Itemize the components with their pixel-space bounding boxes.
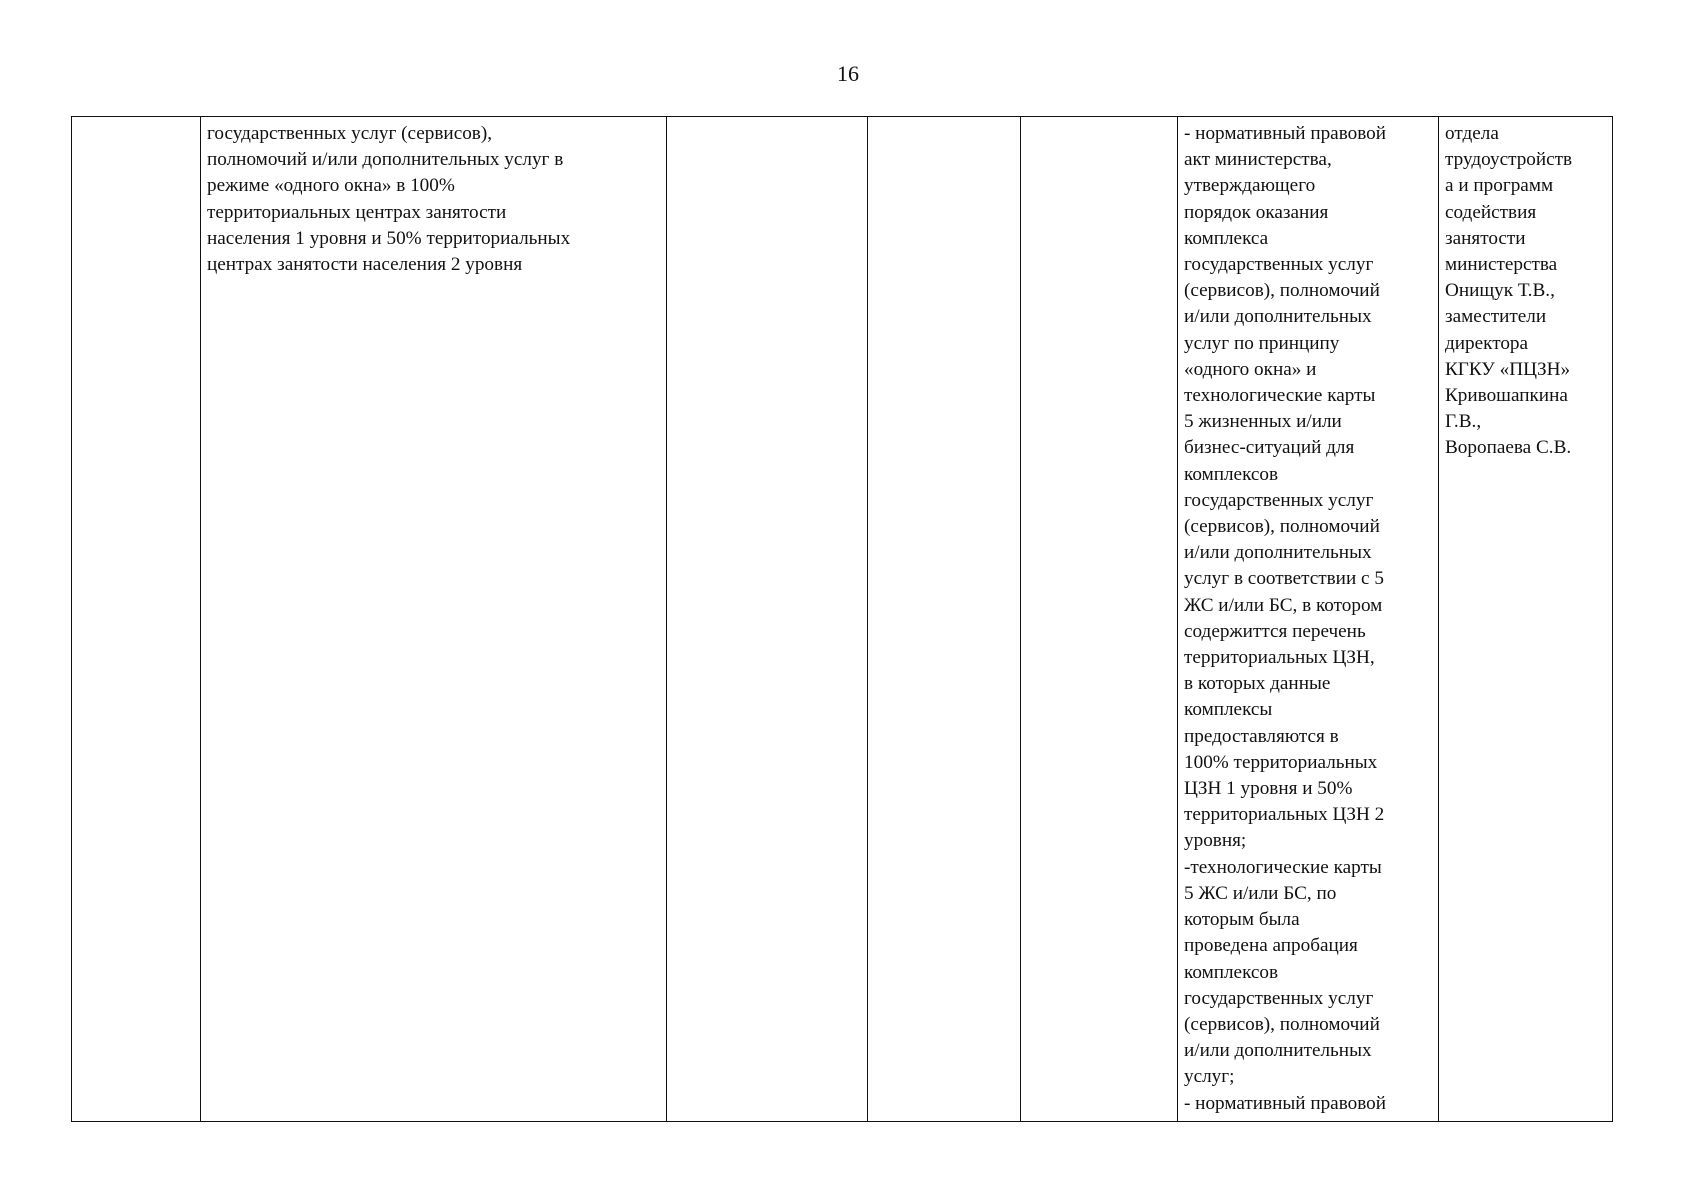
cell-empty-5 bbox=[1021, 117, 1178, 1122]
page-number: 16 bbox=[837, 61, 859, 86]
cell-description: государственных услуг (сервисов), полномочий и/или дополнительных услуг в режиме «одного окна» в 100% территориальных центрах занятости населения 1 уровня и 50% территориальных центрах занятости населения 2 уровня bbox=[201, 117, 667, 1122]
cell-empty-3 bbox=[667, 117, 868, 1122]
table-row bbox=[72, 117, 1613, 1122]
cell-responsible: отдела трудоустройств а и программ содействия занятости министерства Онищук Т.В., заместители директора КГКУ «ПЦЗН» Кривошапкина Г.В., Воропаева С.В. bbox=[1439, 117, 1613, 1122]
document-table bbox=[71, 116, 1613, 1122]
cell-empty-4 bbox=[868, 117, 1021, 1122]
cell-result-documents: - нормативный правовой акт министерства, утверждающего порядок оказания комплекса государственных услуг (сервисов), полномочий и/или дополнительных услуг по принципу «одного окна» и технологические карты 5 жизненных и/или бизнес-ситуаций для комплексов государственных услуг (сервисов), полномочий и/или дополнительных услуг в соответствии с 5 ЖС и/или БС, в котором содержиттся перечень территориальных ЦЗН, в которых данные комплексы предоставляются в 100% территориальных ЦЗН 1 уровня и 50% территориальных ЦЗН 2 уровня; -технологические карты 5 ЖС и/или БС, по которым была проведена апробация комплексов государственных услуг (сервисов), полномочий и/или дополнительных услуг; - нормативный правовой bbox=[1178, 117, 1439, 1122]
cell-number bbox=[72, 117, 201, 1122]
